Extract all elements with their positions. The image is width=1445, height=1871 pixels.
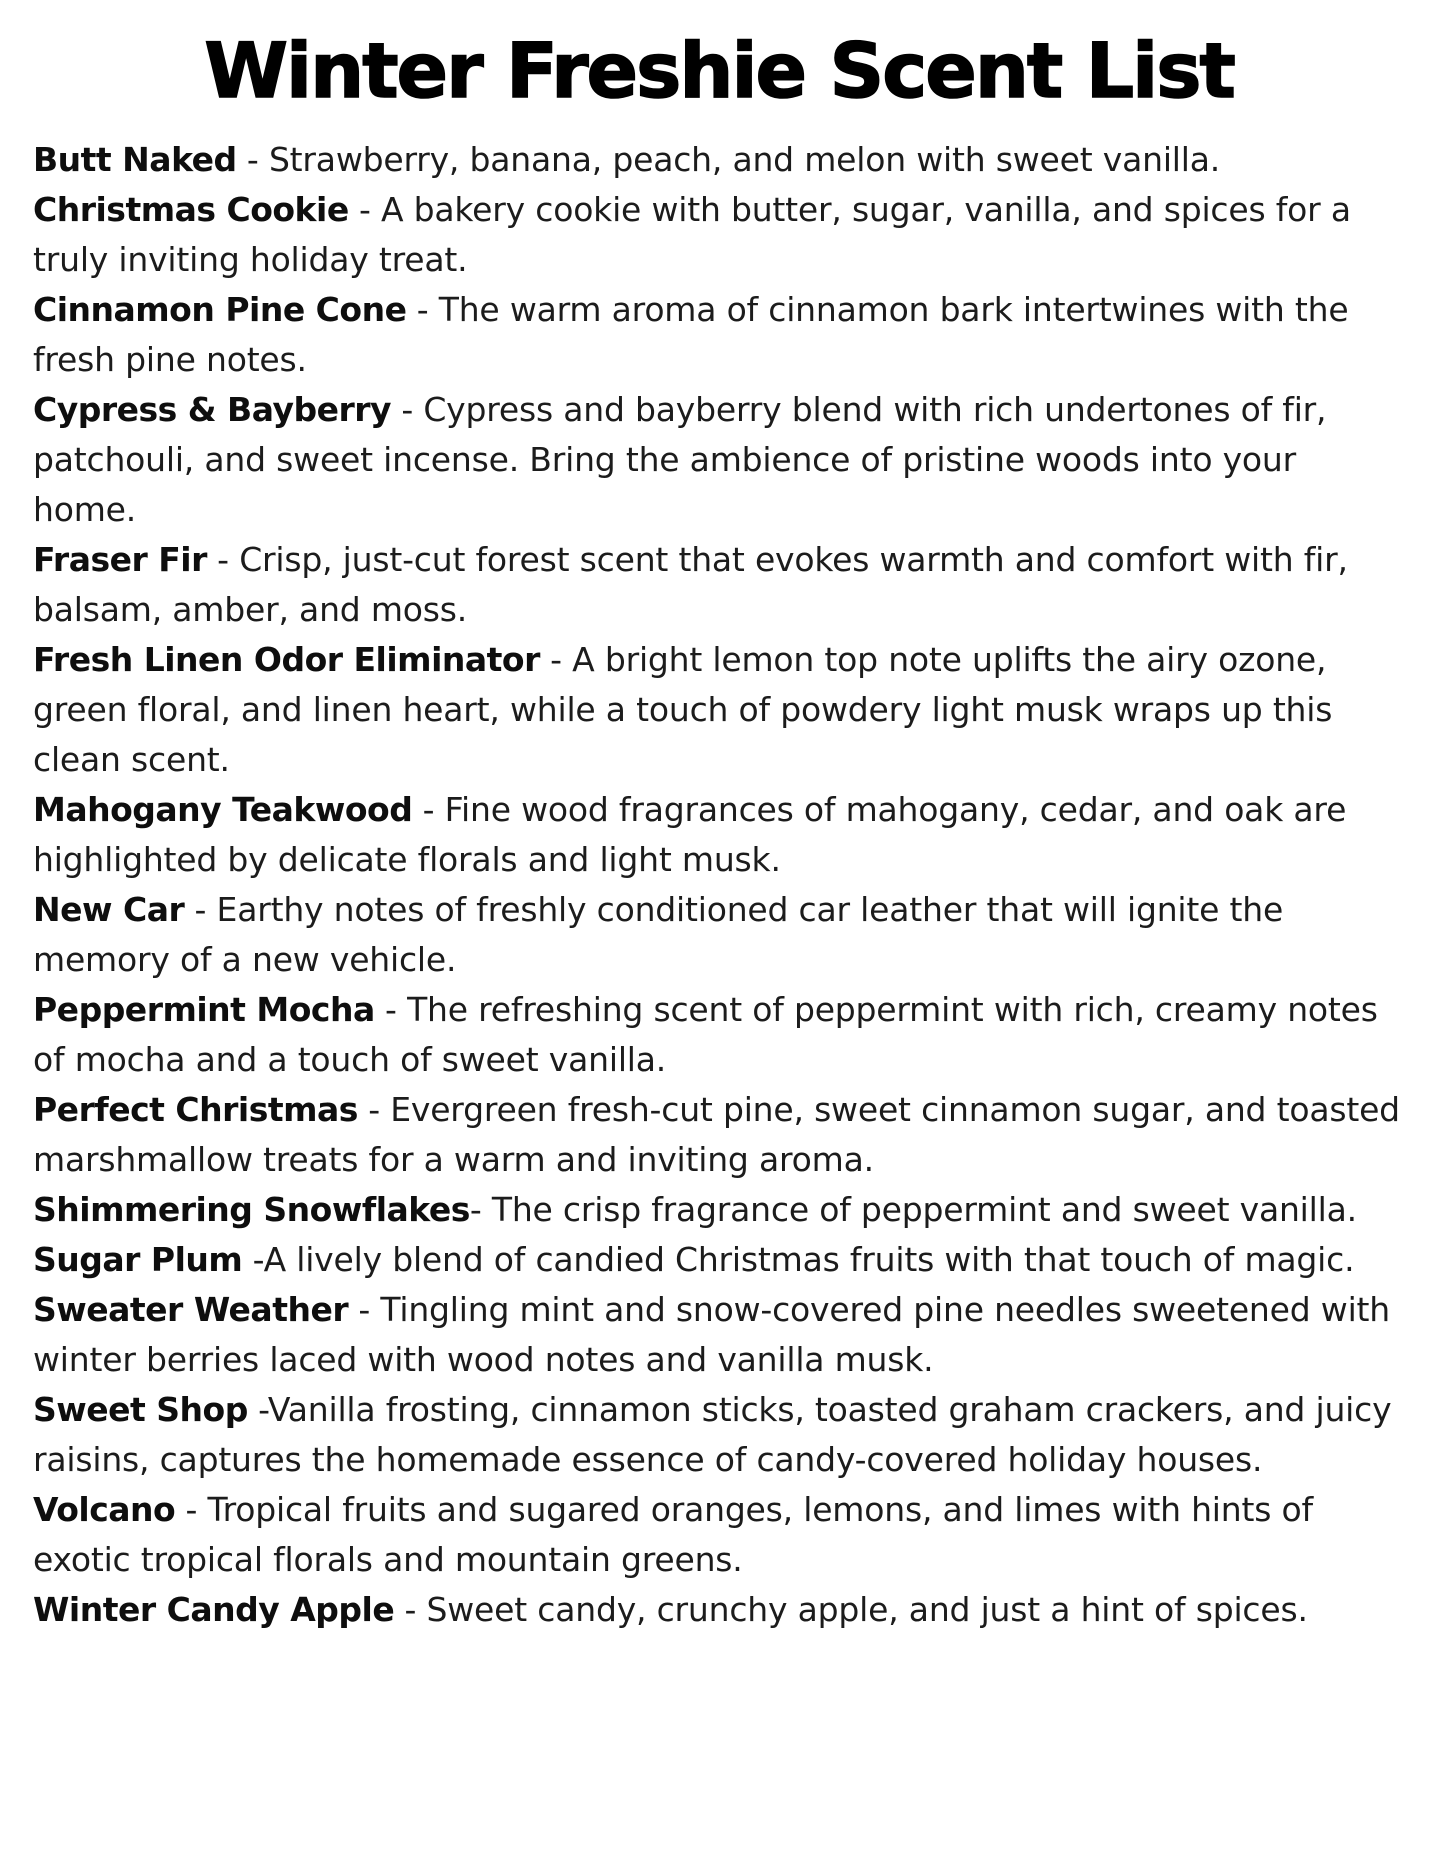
scent-entry-cypress-bayberry: [33, 385, 1405, 535]
scent-name: Winter Candy Apple: [33, 1589, 395, 1629]
scent-description: Tropical fruits and sugared oranges, lemons, and limes with hints of exotic tropical florals and mountain greens.: [33, 1489, 1313, 1579]
page-title: Winter Freshie Scent List: [204, 26, 1234, 115]
scent-entry-sweet-shop: [33, 1385, 1405, 1485]
scent-name: Volcano: [33, 1489, 176, 1529]
scent-separator: -: [469, 1189, 492, 1229]
scent-entry-perfect-christmas: [33, 1085, 1405, 1185]
scent-entry-cinnamon-pine-cone: [33, 285, 1405, 385]
scent-name: New Car: [33, 889, 185, 929]
scent-description: A lively blend of candied Christmas fruits with that touch of magic.: [263, 1239, 1355, 1279]
scent-name: Sweater Weather: [33, 1289, 349, 1329]
scent-separator: -: [394, 1589, 427, 1629]
scent-separator: -: [247, 1389, 268, 1429]
scent-name: Shimmering Snowflakes: [33, 1189, 470, 1229]
scent-entry-butt-naked: [33, 135, 1405, 185]
scent-separator: -: [539, 639, 573, 679]
scent-description: Sweet candy, crunchy apple, and just a hint of spices.: [426, 1589, 1308, 1629]
scent-separator: -: [175, 1489, 208, 1529]
scent-entry-new-car: [33, 885, 1405, 985]
scent-separator: -: [348, 1289, 381, 1329]
scent-entry-winter-candy-apple: [33, 1585, 1405, 1635]
scent-description: The crisp fragrance of peppermint and sweet vanilla.: [491, 1189, 1357, 1229]
scent-entry-fraser-fir: [33, 535, 1405, 635]
scent-description: Earthy notes of freshly conditioned car leather that will ignite the memory of a new vehicle.: [33, 889, 1284, 979]
scent-name: Christmas Cookie: [33, 189, 349, 229]
scent-description: Vanilla frosting, cinnamon sticks, toasted graham crackers, and juicy raisins, captures the homemade essence of candy-covered holiday houses.: [33, 1389, 1392, 1479]
scent-entry-volcano: [33, 1485, 1405, 1585]
scent-entry-peppermint-mocha: [33, 985, 1405, 1085]
scent-entry-sweater-weather: [33, 1285, 1405, 1385]
scent-separator: -: [406, 289, 439, 329]
scent-description: A bakery cookie with butter, sugar, vanilla, and spices for a truly inviting holiday treat.: [33, 189, 1351, 279]
scent-name: Fraser Fir: [33, 539, 207, 579]
scent-separator: -: [242, 1239, 264, 1279]
scent-name: Sweet Shop: [33, 1389, 248, 1429]
scent-description: Cypress and bayberry blend with rich undertones of fir, patchouli, and sweet incense. Bring the ambience of pristine woods into your home.: [33, 389, 1327, 529]
scent-separator: -: [357, 1089, 391, 1129]
scent-entry-shimmering-snowflakes: [33, 1185, 1405, 1235]
scent-separator: -: [236, 139, 269, 179]
scent-description: The refreshing scent of peppermint with rich, creamy notes of mocha and a touch of sweet vanilla.: [33, 989, 1378, 1079]
scent-entry-sugar-plum: [33, 1235, 1405, 1285]
scent-description: The warm aroma of cinnamon bark intertwines with the fresh pine notes.: [33, 289, 1349, 379]
scent-separator: -: [348, 189, 381, 229]
scent-entry-christmas-cookie: [33, 185, 1405, 285]
scent-separator: -: [184, 889, 217, 929]
scent-description: Evergreen fresh-cut pine, sweet cinnamon sugar, and toasted marshmallow treats for a warm and inviting aroma.: [33, 1089, 1400, 1179]
scent-name: Cinnamon Pine Cone: [33, 289, 407, 329]
scent-separator: -: [374, 989, 408, 1029]
scent-list: [33, 135, 1405, 1635]
scent-description: Tingling mint and snow-covered pine needles sweetened with winter berries laced with wood notes and vanilla musk.: [33, 1289, 1391, 1379]
scent-description: Crisp, just-cut forest scent that evokes warmth and comfort with fir, balsam, amber, and moss.: [33, 539, 1348, 629]
scent-separator: -: [412, 789, 445, 829]
scent-name: Butt Naked: [33, 139, 237, 179]
scent-separator: -: [391, 389, 424, 429]
scent-description: Strawberry, banana, peach, and melon with sweet vanilla.: [268, 139, 1221, 179]
scent-entry-mahogany-teakwood: [33, 785, 1405, 885]
scent-separator: -: [206, 539, 240, 579]
scent-name: Perfect Christmas: [33, 1089, 358, 1129]
scent-name: Fresh Linen Odor Eliminator: [33, 639, 540, 679]
scent-name: Cypress & Bayberry: [33, 389, 392, 429]
scent-name: Sugar Plum: [33, 1239, 243, 1279]
scent-description: A bright lemon top note uplifts the airy ozone, green floral, and linen heart, while a touch of powdery light musk wraps up this clean scent.: [33, 639, 1333, 779]
scent-description: Fine wood fragrances of mahogany, cedar, and oak are highlighted by delicate florals and light musk.: [33, 789, 1347, 879]
scent-name: Peppermint Mocha: [33, 989, 375, 1029]
scent-entry-fresh-linen-odor-eliminator: [33, 635, 1405, 785]
scent-name: Mahogany Teakwood: [33, 789, 413, 829]
